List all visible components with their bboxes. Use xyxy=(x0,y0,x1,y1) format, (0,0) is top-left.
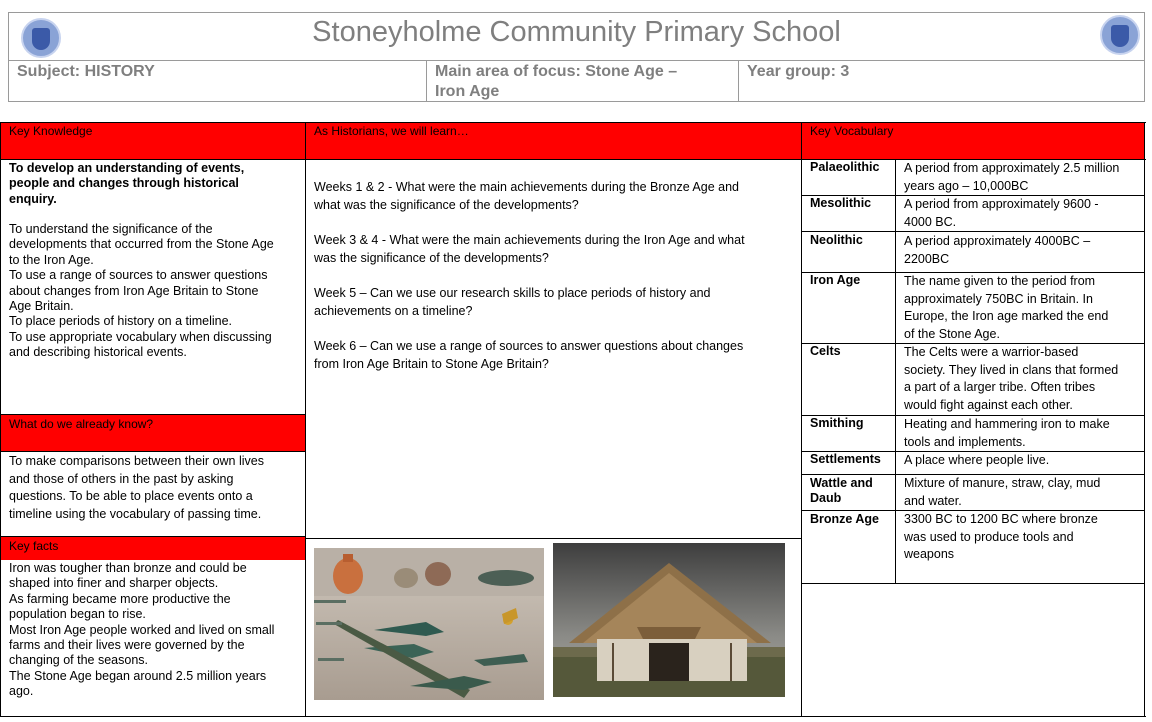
text-line: to the Iron Age. xyxy=(9,252,94,267)
text-line: To make comparisons between their own lives xyxy=(9,454,264,468)
grid-line xyxy=(801,122,802,717)
vocab-definition xyxy=(904,416,1110,451)
grid-line xyxy=(0,716,1146,717)
text-line: enquiry. xyxy=(9,191,57,206)
text-line: developments that occurred from the Stone Age xyxy=(9,237,274,252)
text-line: Week 6 – Can we use a range of sources to answer questions about changes xyxy=(314,339,744,353)
vocab-term: Celts xyxy=(810,344,841,358)
subject-label: Subject: HISTORY xyxy=(17,63,155,80)
text-line: Weeks 1 & 2 - What were the main achievements during the Bronze Age and xyxy=(314,180,739,194)
text-line: To place periods of history on a timeline. xyxy=(9,314,233,329)
text-line: questions. To be able to place events onto a xyxy=(9,489,253,504)
text-line: years ago – 10,000BC xyxy=(904,178,1029,193)
grid-line xyxy=(305,122,306,717)
text-line: Heating and hammering iron to make xyxy=(904,417,1110,431)
vocab-definition xyxy=(904,511,1098,564)
text-line: To use a range of sources to answer questions xyxy=(9,268,268,283)
text-line: and those of others in the past by asking xyxy=(9,471,234,486)
vocab-definition xyxy=(904,344,1118,415)
text-line: farms and their lives were governed by the xyxy=(9,638,245,653)
text-line: 2200BC xyxy=(904,251,950,266)
text-line: was used to produce tools and xyxy=(904,529,1074,544)
text-line: As farming became more productive the xyxy=(9,591,231,606)
vocab-term: Smithing xyxy=(810,416,864,430)
text-line: and describing historical events. xyxy=(9,345,187,360)
school-title: Stoneyholme Community Primary School xyxy=(312,16,841,48)
text-line: The name given to the period from xyxy=(904,274,1096,288)
text-line: Iron was tougher than bronze and could be xyxy=(9,561,247,575)
key-facts-body xyxy=(9,561,274,700)
week-item xyxy=(314,231,745,267)
week-item xyxy=(314,284,711,320)
text-line: tools and implements. xyxy=(904,434,1026,449)
vocabulary-heading: Key Vocabulary xyxy=(810,124,894,138)
text-line: A place where people live. xyxy=(904,453,1050,467)
key-knowledge-intro xyxy=(9,161,244,207)
vocab-term: Neolithic xyxy=(810,233,863,247)
text-line: Age Britain. xyxy=(9,299,74,314)
text-line: To understand the significance of the xyxy=(9,222,213,236)
grid-line xyxy=(0,122,1146,123)
text-line: Week 5 – Can we use our research skills to place periods of history and xyxy=(314,286,711,300)
text-line: A period from approximately 2.5 million xyxy=(904,161,1120,175)
historians-heading: As Historians, we will learn… xyxy=(314,124,469,138)
vocab-term: Palaeolithic xyxy=(810,160,880,174)
text-line: from Iron Age Britain to Stone Age Britain? xyxy=(314,357,549,371)
iron-age-artefacts-photo xyxy=(314,548,544,700)
header-divider xyxy=(426,61,427,102)
text-line: A period approximately 4000BC – xyxy=(904,234,1091,248)
text-line: achievements on a timeline? xyxy=(314,304,473,318)
school-logo-right xyxy=(1100,15,1140,55)
text-line: 4000 BC. xyxy=(904,214,957,229)
text-line: people and changes through historical xyxy=(9,176,239,191)
text-line: was the significance of the developments? xyxy=(314,251,549,265)
text-line: A period from approximately 9600 - xyxy=(904,197,1099,211)
text-line: To develop an understanding of events, xyxy=(9,161,245,175)
text-line: Mixture of manure, straw, clay, mud xyxy=(904,476,1101,490)
text-line: and water. xyxy=(904,493,962,508)
text-line: Wattle and xyxy=(810,476,873,490)
key-knowledge-heading: Key Knowledge xyxy=(9,124,93,138)
text-line: Daub xyxy=(810,491,842,505)
text-line: population began to rise. xyxy=(9,607,146,622)
grid-line xyxy=(0,414,306,415)
text-line: weapons xyxy=(904,547,955,562)
focus-label-line1: Main area of focus: Stone Age – xyxy=(435,63,678,80)
text-line: Most Iron Age people worked and lived on small xyxy=(9,622,275,637)
text-line: 3300 BC to 1200 BC where bronze xyxy=(904,512,1098,526)
focus-label-line2: Iron Age xyxy=(435,83,500,100)
text-line: what was the significance of the developments? xyxy=(314,198,579,212)
text-line: a part of a larger tribe. Often tribes xyxy=(904,380,1096,395)
vocab-definition xyxy=(904,273,1108,344)
text-line: Week 3 & 4 - What were the main achievements during the Iron Age and what xyxy=(314,233,745,247)
text-line: shaped into finer and sharper objects. xyxy=(9,576,219,591)
header-divider xyxy=(738,61,739,102)
vocab-term: Bronze Age xyxy=(810,512,879,526)
text-line: about changes from Iron Age Britain to Stone xyxy=(9,283,259,298)
text-line: The Celts were a warrior-based xyxy=(904,345,1079,359)
crest-icon xyxy=(1111,25,1129,47)
text-line: approximately 750BC in Britain. In xyxy=(904,291,1093,306)
text-line: would fight against each other. xyxy=(904,398,1073,413)
vocab-definition xyxy=(904,160,1119,195)
text-line: Europe, the Iron age marked the end xyxy=(904,309,1109,324)
text-line: The Stone Age began around 2.5 million years xyxy=(9,668,267,683)
vocab-term: Settlements xyxy=(810,452,881,466)
text-line: of the Stone Age. xyxy=(904,327,1000,342)
crest-icon xyxy=(32,28,50,50)
week-item xyxy=(314,178,739,214)
vocab-definition xyxy=(904,452,1049,470)
week-item xyxy=(314,337,743,373)
grid-line xyxy=(305,538,802,539)
vocab-term: Iron Age xyxy=(810,273,861,287)
vocab-term: Mesolithic xyxy=(810,196,872,210)
grid-line xyxy=(0,451,306,452)
grid-line xyxy=(895,159,896,583)
vocab-term xyxy=(810,476,873,506)
grid-line xyxy=(801,583,1145,584)
grid-line xyxy=(1144,122,1145,717)
text-line: ago. xyxy=(9,684,34,699)
heading-bar xyxy=(1,123,1145,159)
key-knowledge-body xyxy=(9,222,274,361)
key-facts-heading: Key facts xyxy=(9,539,59,553)
text-line: changing of the seasons. xyxy=(9,653,148,668)
grid-line xyxy=(0,122,1,717)
already-know-heading: What do we already know? xyxy=(9,417,154,431)
vocab-definition xyxy=(904,475,1100,510)
text-line: society. They lived in clans that formed xyxy=(904,362,1119,377)
vocab-definition xyxy=(904,196,1099,231)
title-row xyxy=(8,12,1145,61)
roundhouse-photo xyxy=(553,543,785,697)
school-logo-left xyxy=(21,18,61,58)
year-group-label: Year group: 3 xyxy=(747,63,850,80)
text-line: To use appropriate vocabulary when discussing xyxy=(9,329,272,344)
text-line: timeline using the vocabulary of passing time. xyxy=(9,506,262,521)
vocab-definition xyxy=(904,233,1090,268)
grid-line xyxy=(0,536,306,537)
already-know-body xyxy=(9,453,264,523)
